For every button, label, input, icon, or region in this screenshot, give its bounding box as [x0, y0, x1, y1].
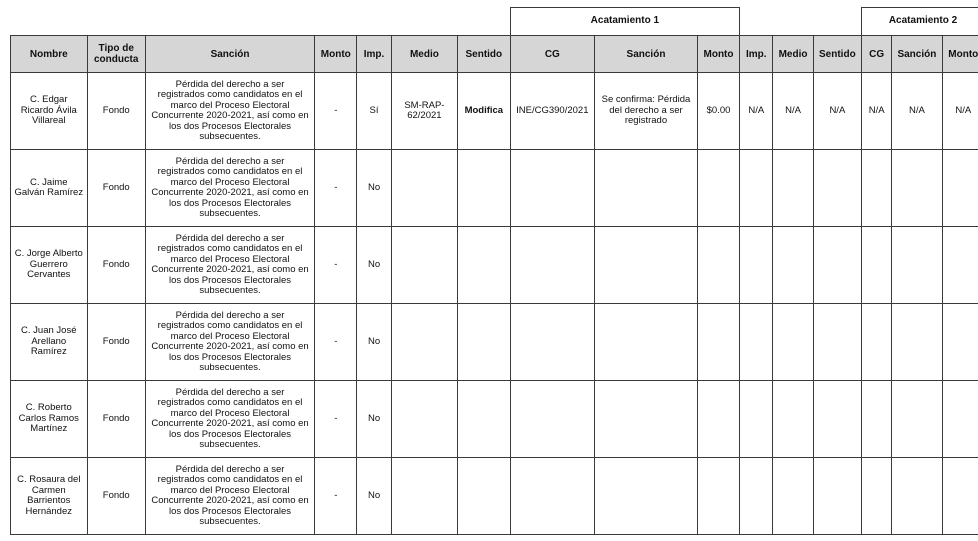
- col-header-a1-cg: CG: [510, 36, 595, 73]
- cell-a2-cg: [862, 458, 892, 535]
- cell-sancion: Pérdida del derecho a ser registrados como candidatos en el marco del Proceso Electoral Concurrente 2020-2021, así como en los dos Procesos Electorales subsecuentes.: [145, 381, 314, 458]
- col-header-a2-monto: Monto: [942, 36, 978, 73]
- cell-a2-cg: [862, 150, 892, 227]
- cell-a1-medio: [773, 227, 813, 304]
- cell-medio: SM-RAP-62/2021: [391, 73, 457, 150]
- cell-a2-sancion: [892, 227, 942, 304]
- cell-monto: -: [315, 458, 357, 535]
- cell-monto: -: [315, 150, 357, 227]
- group-acatamiento-1: Acatamiento 1: [510, 8, 740, 36]
- col-header-a1-sancion: Sanción: [595, 36, 698, 73]
- cell-sentido: [458, 304, 510, 381]
- col-header-a1-medio: Medio: [773, 36, 813, 73]
- cell-a1-monto: [697, 381, 739, 458]
- group-acatamiento-2: Acatamiento 2: [862, 8, 978, 36]
- cell-a1-sentido: N/A: [813, 73, 861, 150]
- cell-a1-sancion: [595, 381, 698, 458]
- cell-sentido: [458, 381, 510, 458]
- cell-tipo: Fondo: [87, 73, 145, 150]
- cell-a1-imp: [740, 304, 773, 381]
- cell-a2-monto: [942, 458, 978, 535]
- cell-tipo: Fondo: [87, 304, 145, 381]
- cell-a1-sancion: [595, 227, 698, 304]
- cell-a1-cg: [510, 381, 595, 458]
- cell-a1-cg: [510, 150, 595, 227]
- cell-a2-monto: [942, 304, 978, 381]
- col-header-a1-sentido: Sentido: [813, 36, 861, 73]
- col-header-a2-cg: CG: [862, 36, 892, 73]
- cell-a1-monto: [697, 304, 739, 381]
- cell-tipo: Fondo: [87, 150, 145, 227]
- cell-imp: No: [357, 381, 391, 458]
- cell-a2-monto: [942, 150, 978, 227]
- table-row: [11, 458, 978, 535]
- cell-monto: -: [315, 73, 357, 150]
- cell-a1-medio: [773, 150, 813, 227]
- cell-medio: [391, 304, 457, 381]
- cell-a1-sancion: Se confirma: Pérdida del derecho a ser registrado: [595, 73, 698, 150]
- cell-a1-sentido: [813, 381, 861, 458]
- cell-tipo: Fondo: [87, 227, 145, 304]
- cell-a1-sentido: [813, 150, 861, 227]
- cell-a1-sentido: [813, 227, 861, 304]
- cell-a2-sancion: [892, 304, 942, 381]
- col-header-a1-imp: Imp.: [740, 36, 773, 73]
- cell-a1-monto: $0.00: [697, 73, 739, 150]
- sanctions-table: [10, 7, 978, 535]
- cell-a1-cg: [510, 458, 595, 535]
- col-header-sentido: Sentido: [458, 36, 510, 73]
- cell-monto: -: [315, 381, 357, 458]
- cell-nombre: C. Rosaura del Carmen Barrientos Hernández: [11, 458, 88, 535]
- cell-sentido: [458, 150, 510, 227]
- cell-sancion: Pérdida del derecho a ser registrados como candidatos en el marco del Proceso Electoral Concurrente 2020-2021, así como en los dos Procesos Electorales subsecuentes.: [145, 73, 314, 150]
- column-header-row: [11, 36, 978, 73]
- cell-sentido: Modifica: [458, 73, 510, 150]
- cell-imp: No: [357, 304, 391, 381]
- cell-sancion: Pérdida del derecho a ser registrados como candidatos en el marco del Proceso Electoral Concurrente 2020-2021, así como en los dos Procesos Electorales subsecuentes.: [145, 227, 314, 304]
- cell-nombre: C. Jaime Galván Ramírez: [11, 150, 88, 227]
- cell-a2-sancion: [892, 381, 942, 458]
- col-header-imp: Imp.: [357, 36, 391, 73]
- cell-monto: -: [315, 304, 357, 381]
- table-row: [11, 381, 978, 458]
- cell-imp: No: [357, 458, 391, 535]
- cell-nombre: C. Edgar Ricardo Ávila Villareal: [11, 73, 88, 150]
- cell-a1-medio: N/A: [773, 73, 813, 150]
- cell-a1-cg: [510, 304, 595, 381]
- cell-a1-imp: [740, 381, 773, 458]
- cell-sentido: [458, 458, 510, 535]
- cell-a1-sentido: [813, 304, 861, 381]
- cell-a1-imp: [740, 227, 773, 304]
- table-row: [11, 304, 978, 381]
- cell-a1-sancion: [595, 304, 698, 381]
- cell-a1-sentido: [813, 458, 861, 535]
- cell-imp: Sí: [357, 73, 391, 150]
- cell-sancion: Pérdida del derecho a ser registrados como candidatos en el marco del Proceso Electoral Concurrente 2020-2021, así como en los dos Procesos Electorales subsecuentes.: [145, 458, 314, 535]
- col-header-a2-sancion: Sanción: [892, 36, 942, 73]
- cell-imp: No: [357, 150, 391, 227]
- cell-a1-medio: [773, 304, 813, 381]
- col-header-medio: Medio: [391, 36, 457, 73]
- table-row: [11, 227, 978, 304]
- cell-nombre: C. Juan José Arellano Ramírez: [11, 304, 88, 381]
- cell-a1-sancion: [595, 458, 698, 535]
- cell-a2-cg: [862, 304, 892, 381]
- cell-a1-imp: N/A: [740, 73, 773, 150]
- col-header-nombre: Nombre: [11, 36, 88, 73]
- cell-monto: -: [315, 227, 357, 304]
- cell-imp: No: [357, 227, 391, 304]
- table-row: [11, 150, 978, 227]
- cell-tipo: Fondo: [87, 381, 145, 458]
- cell-medio: [391, 150, 457, 227]
- cell-a2-monto: [942, 227, 978, 304]
- cell-sancion: Pérdida del derecho a ser registrados como candidatos en el marco del Proceso Electoral Concurrente 2020-2021, así como en los dos Procesos Electorales subsecuentes.: [145, 150, 314, 227]
- cell-medio: [391, 227, 457, 304]
- group-spacer: [11, 8, 511, 36]
- group-header-row: [11, 8, 978, 36]
- group-spacer: [740, 8, 862, 36]
- col-header-sancion: Sanción: [145, 36, 314, 73]
- cell-a2-monto: N/A: [942, 73, 978, 150]
- cell-sancion: Pérdida del derecho a ser registrados como candidatos en el marco del Proceso Electoral Concurrente 2020-2021, así como en los dos Procesos Electorales subsecuentes.: [145, 304, 314, 381]
- col-header-monto: Monto: [315, 36, 357, 73]
- cell-a2-cg: N/A: [862, 73, 892, 150]
- col-header-a1-monto: Monto: [697, 36, 739, 73]
- cell-a2-cg: [862, 381, 892, 458]
- cell-a1-monto: [697, 150, 739, 227]
- col-header-tipo-conducta: Tipo de conducta: [87, 36, 145, 73]
- cell-a1-medio: [773, 458, 813, 535]
- cell-a2-sancion: [892, 150, 942, 227]
- cell-a1-imp: [740, 458, 773, 535]
- table-row: [11, 73, 978, 150]
- cell-a1-monto: [697, 227, 739, 304]
- cell-nombre: C. Jorge Alberto Guerrero Cervantes: [11, 227, 88, 304]
- cell-a1-cg: INE/CG390/2021: [510, 73, 595, 150]
- cell-a2-cg: [862, 227, 892, 304]
- cell-medio: [391, 458, 457, 535]
- cell-a2-monto: [942, 381, 978, 458]
- cell-a1-medio: [773, 381, 813, 458]
- cell-medio: [391, 381, 457, 458]
- cell-nombre: C. Roberto Carlos Ramos Martínez: [11, 381, 88, 458]
- cell-a1-imp: [740, 150, 773, 227]
- cell-a1-sancion: [595, 150, 698, 227]
- cell-a2-sancion: [892, 458, 942, 535]
- cell-tipo: Fondo: [87, 458, 145, 535]
- cell-a2-sancion: N/A: [892, 73, 942, 150]
- cell-sentido: [458, 227, 510, 304]
- cell-a1-monto: [697, 458, 739, 535]
- cell-a1-cg: [510, 227, 595, 304]
